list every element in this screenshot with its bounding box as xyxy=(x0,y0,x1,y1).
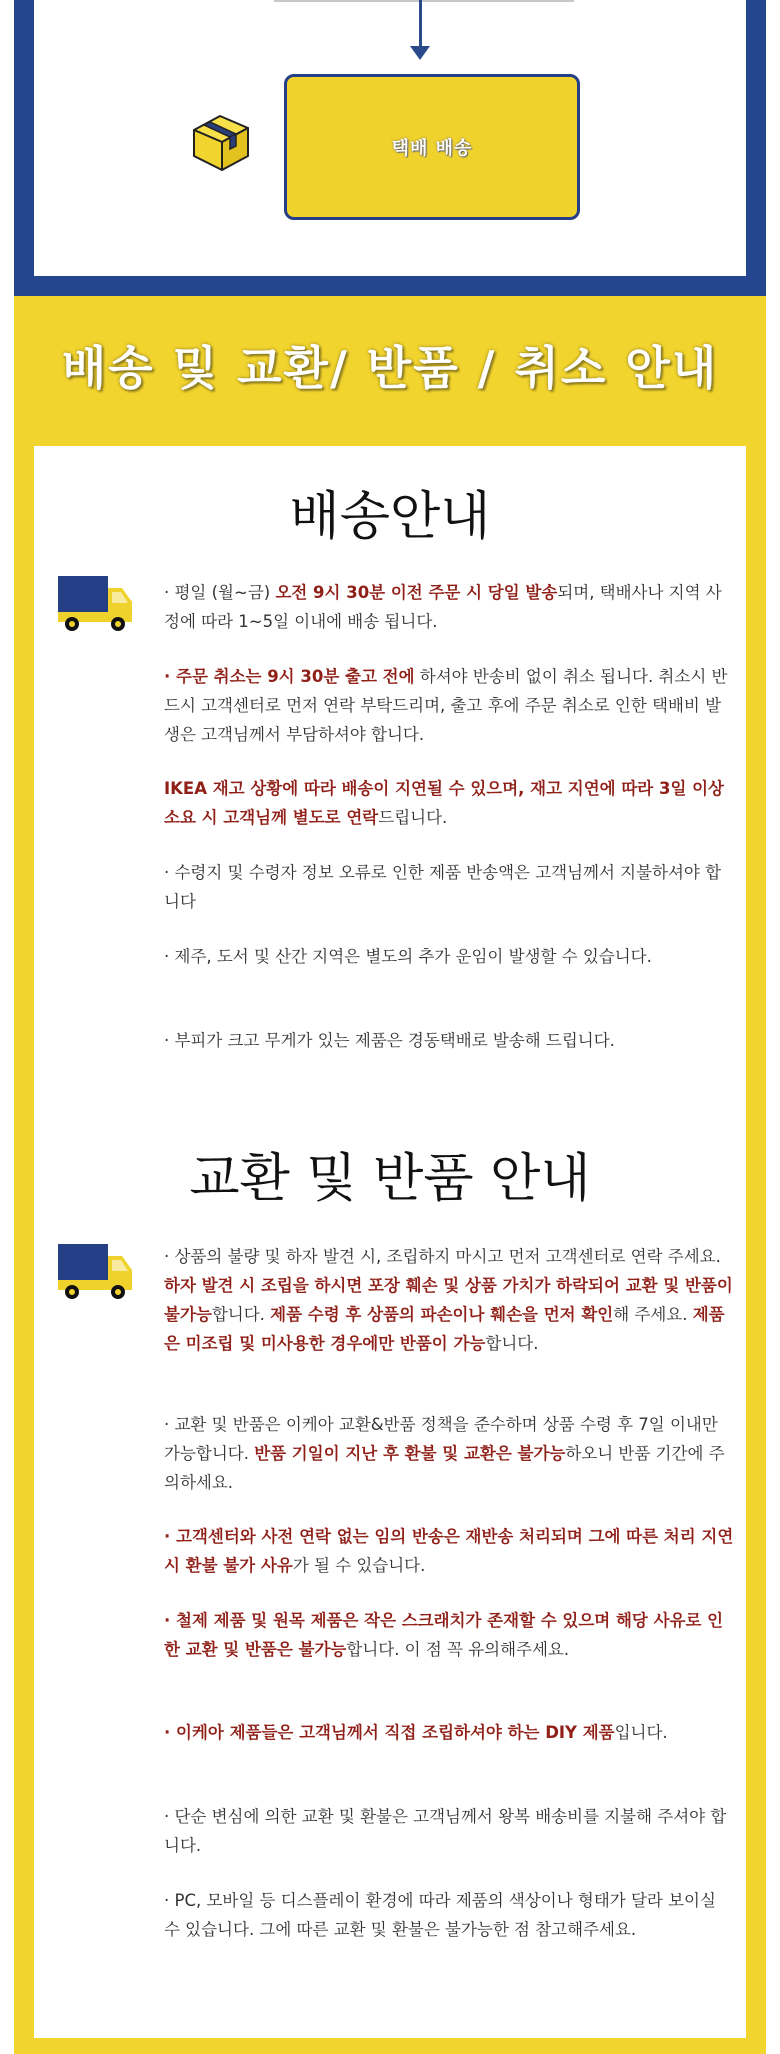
highlighted-text: 반품 기일이 지난 후 환불 및 교환은 불가능 xyxy=(254,1444,566,1463)
body-text: 해 주세요. xyxy=(613,1305,693,1324)
highlighted-text: 제품 수령 후 상품의 파손이나 훼손을 먼저 확인 xyxy=(270,1305,614,1324)
returns-title: 교환 및 반품 안내 xyxy=(189,1149,591,1209)
body-text: 하셔야 반송비 없이 취소 됩니다. 취소시 반드시 고객센터로 먼저 연락 부탁드리며, 출고 후에 주문 취소로 인한 택배비 발생은 고객님께서 부담하셔야 합니다. xyxy=(164,667,728,744)
returns-paragraph-5 xyxy=(164,1718,734,1747)
shipping-step-box xyxy=(284,74,580,220)
body-text: · 평일 (월~금) xyxy=(164,583,276,602)
info-card xyxy=(34,446,746,2038)
body-text: · 교환 및 반품은 이케아 교환&반품 정책을 준수하며 상품 수령 후 7일 이내만 가능합니다. xyxy=(164,1415,718,1463)
returns-paragraph-6 xyxy=(164,1802,734,1860)
arrow-down-icon xyxy=(419,0,422,52)
delivery-paragraph-4 xyxy=(164,858,734,916)
highlighted-text: 하자 발견 시 조립을 하시면 포장 훼손 및 상품 가치가 하락되어 교환 및 반품이 불가능 xyxy=(164,1276,733,1324)
delivery-paragraph-3 xyxy=(164,774,734,832)
delivery-paragraph-6 xyxy=(164,1026,734,1055)
body-text: 입니다. xyxy=(614,1723,668,1742)
returns-paragraph-1 xyxy=(164,1242,734,1358)
body-text: 드립니다. xyxy=(378,808,448,827)
highlighted-text: 제품은 미조립 및 미사용한 경우에만 반품이 가능 xyxy=(164,1305,725,1353)
parcel-box-icon xyxy=(190,108,252,174)
flow-panel xyxy=(34,0,746,276)
highlighted-text: · 철제 제품 및 원목 제품은 작은 스크래치가 존재할 수 있으며 해당 사유로 인한 교환 및 반품은 불가능 xyxy=(164,1611,724,1659)
body-text: 합니다. 이 점 꼭 유의해주세요. xyxy=(346,1640,570,1659)
body-text: · PC, 모바일 등 디스플레이 환경에 따라 제품의 색상이나 형태가 달라 보이실 수 있습니다. 그에 따른 교환 및 환불은 불가능한 점 참고해주세요. xyxy=(164,1891,716,1939)
flow-previous-step-edge xyxy=(274,0,574,2)
body-text: · 수령지 및 수령자 정보 오류로 인한 제품 반송액은 고객님께서 지불하셔야 합니다 xyxy=(164,863,722,911)
delivery-truck-icon xyxy=(56,1242,134,1302)
returns-paragraph-7 xyxy=(164,1886,734,1944)
returns-paragraph-3 xyxy=(164,1522,734,1580)
body-text: · 단순 변심에 의한 교환 및 환불은 고객님께서 왕복 배송비를 지불해 주셔야 합니다. xyxy=(164,1807,727,1855)
highlighted-text: · 고객센터와 사전 연락 없는 임의 반송은 재반송 처리되며 그에 따른 처리 지연시 환불 불가 사유 xyxy=(164,1527,734,1575)
arrow-head-icon xyxy=(410,46,430,60)
body-text: 되며, 택배사나 지역 사정에 따라 1~5일 이내에 배송 됩니다. xyxy=(164,583,722,631)
body-text: 가 될 수 있습니다. xyxy=(292,1556,426,1575)
delivery-truck-icon xyxy=(56,574,134,634)
delivery-title: 배송안내 xyxy=(289,487,491,547)
flow-frame xyxy=(14,0,766,296)
shipping-step-label: 택배 배송 xyxy=(391,138,473,159)
page-title: 배송 및 교환/ 반품 / 취소 안내 xyxy=(61,341,719,395)
body-text: · 상품의 불량 및 하자 발견 시, 조립하지 마시고 먼저 고객센터로 연락 주세요. xyxy=(164,1247,721,1266)
highlighted-text: IKEA 재고 상황에 따라 배송이 지연될 수 있으며, 재고 지연에 따라 3일 이상 소요 시 고객님께 별도로 연락 xyxy=(164,779,725,827)
body-text: · 제주, 도서 및 산간 지역은 별도의 추가 운임이 발생할 수 있습니다. xyxy=(164,947,652,966)
delivery-paragraph-2 xyxy=(164,662,734,749)
delivery-paragraph-1 xyxy=(164,578,734,636)
delivery-paragraph-5 xyxy=(164,942,734,971)
body-text: · 부피가 크고 무게가 있는 제품은 경동택배로 발송해 드립니다. xyxy=(164,1031,615,1050)
highlighted-text: 오전 9시 30분 이전 주문 시 당일 발송 xyxy=(275,583,558,602)
highlighted-text: · 주문 취소는 9시 30분 출고 전에 xyxy=(164,667,415,686)
body-text: 하오니 반품 기간에 주의하세요. xyxy=(164,1444,725,1492)
body-text: 합니다. xyxy=(211,1305,271,1324)
returns-paragraph-4 xyxy=(164,1606,734,1664)
body-text: 합니다. xyxy=(485,1334,539,1353)
info-section xyxy=(14,296,766,2054)
returns-paragraph-2 xyxy=(164,1410,734,1497)
highlighted-text: · 이케아 제품들은 고객님께서 직접 조립하셔야 하는 DIY 제품 xyxy=(164,1723,615,1742)
